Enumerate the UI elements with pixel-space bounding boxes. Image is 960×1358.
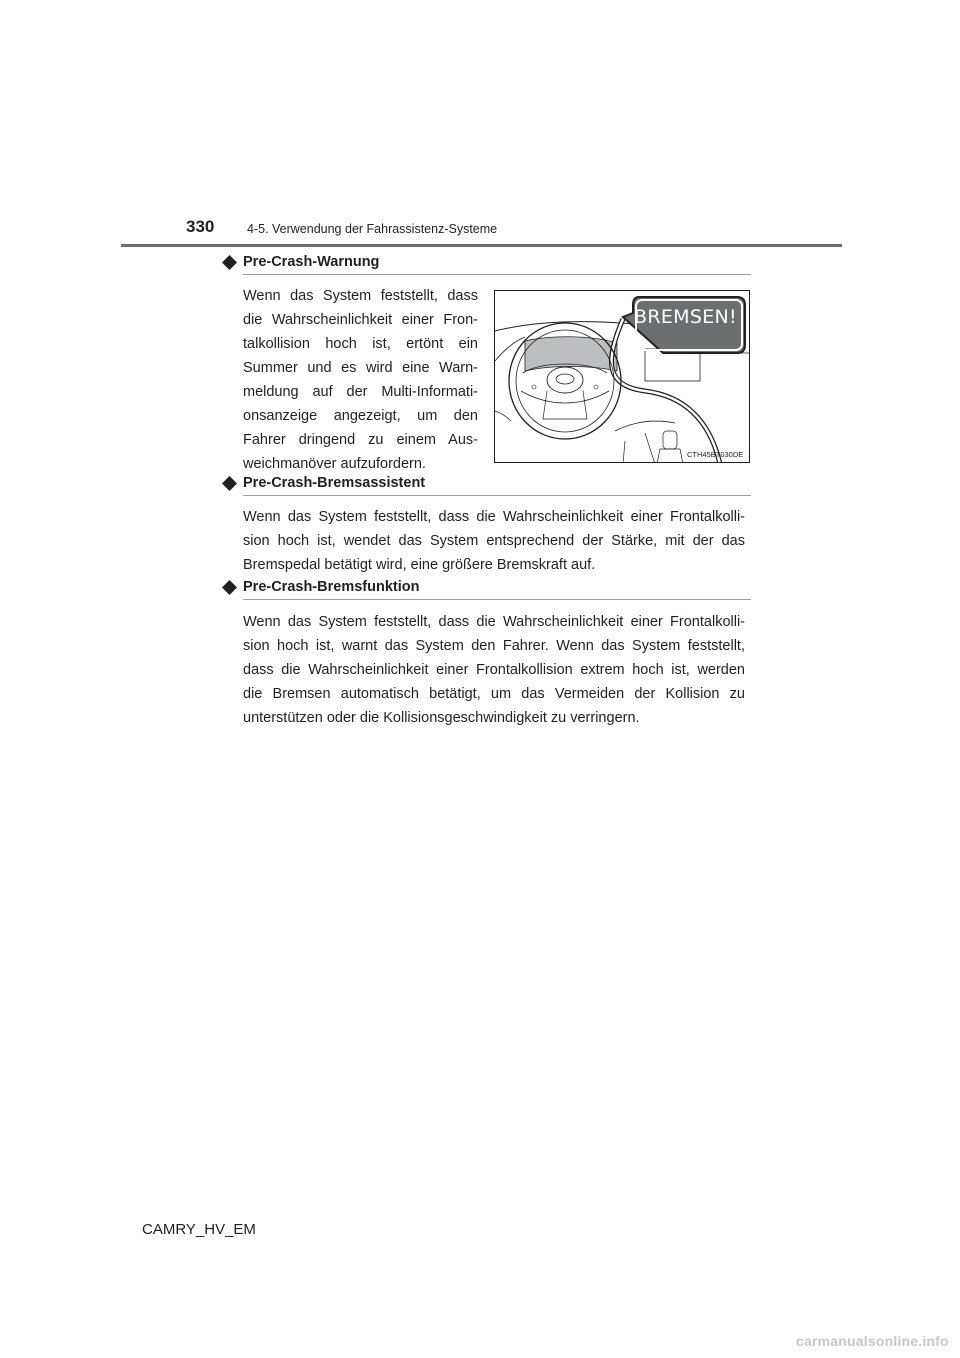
text-line: Bremspedal betätigt wird, eine größere Bremskraft auf. (243, 557, 596, 573)
heading-rule (243, 599, 751, 600)
text-line: dass die Wahrscheinlichkeit einer Frontalkollision extrem hoch ist, werden (243, 662, 745, 678)
text-line: sion hoch ist, warnt das System den Fahrer. Wenn das System feststellt, (243, 638, 745, 654)
heading-pre-crash-warnung (222, 253, 751, 275)
paragraph-pre-crash-bremsfunktion (243, 610, 745, 730)
heading-text: Pre-Crash-Bremsassistent (243, 475, 426, 491)
figure-code: CTH45BT030DE (687, 450, 744, 459)
text-line: unterstützen oder die Kollisionsgeschwindigkeit zu verringern. (243, 710, 640, 726)
text-line: onsanzeige angezeigt, um den (243, 408, 478, 424)
heading-pre-crash-bremsassistent (222, 474, 751, 496)
header-rule (121, 244, 842, 247)
model-code: CAMRY_HV_EM (142, 1221, 256, 1238)
heading-rule (243, 495, 751, 496)
heading-text: Pre-Crash-Bremsfunktion (243, 579, 420, 595)
page-number: 330 (186, 217, 215, 236)
text-line: die Wahrscheinlichkeit einer Fron- (243, 312, 478, 328)
text-line: weichmanöver aufzufordern. (243, 456, 426, 472)
display-message: BREMSEN! (634, 306, 737, 328)
text-line: sion hoch ist, wendet das System entsprechend der Stärke, mit der das (243, 533, 745, 549)
text-line: Wenn das System feststellt, dass die Wahrscheinlichkeit einer Frontalkolli- (243, 614, 745, 630)
heading-text: Pre-Crash-Warnung (243, 254, 380, 270)
heading-rule (243, 274, 751, 275)
watermark: carmanualsonline.info (796, 1333, 949, 1349)
diamond-icon (222, 476, 237, 491)
heading-pre-crash-bremsfunktion (222, 578, 751, 600)
text-line: Wenn das System feststellt, dass (243, 288, 478, 304)
text-line: meldung auf der Multi-Informati- (243, 384, 478, 400)
paragraph-pre-crash-warnung (243, 284, 478, 476)
text-line: Wenn das System feststellt, dass die Wahrscheinlichkeit einer Frontalkolli- (243, 509, 745, 525)
text-line: Summer und es wird eine Warn- (243, 360, 478, 376)
text-line: talkollision hoch ist, ertönt ein (243, 336, 478, 352)
diamond-icon (222, 255, 237, 270)
text-line: die Bremsen automatisch betätigt, um das Vermeiden der Kollision zu (243, 686, 745, 702)
section-title: 4-5. Verwendung der Fahrassistenz-Systeme (247, 222, 498, 236)
text-line: Fahrer dringend zu einem Aus- (243, 432, 478, 448)
diamond-icon (222, 580, 237, 595)
paragraph-pre-crash-bremsassistent (243, 505, 745, 577)
